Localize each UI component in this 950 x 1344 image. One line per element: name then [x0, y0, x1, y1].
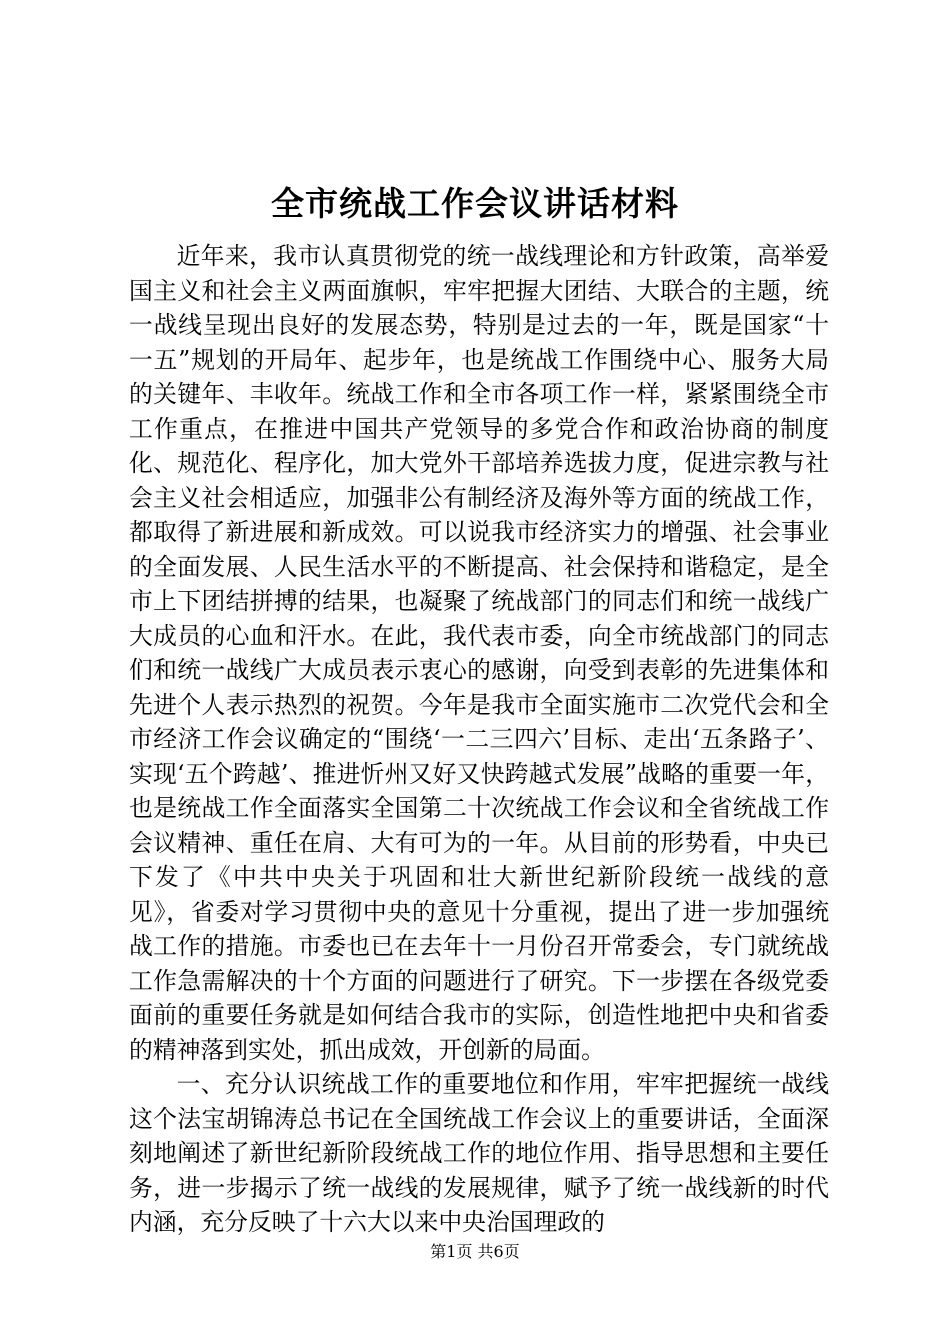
paragraph-section-one: 一、充分认识统战工作的重要地位和作用，牢牢把握统一战线这个法宝胡锦涛总书记在全国统战工作会议上的重要讲话，全面深刻地阐述了新世纪新阶段统战工作的地位作用、指导思想和主要任务，进一步揭示了统一战线的发展规律，赋予了统一战线新的时代内涵，充分反映了十六大以来中央治国理政的 — [129, 1070, 829, 1236]
page-number-footer: 第1页 共6页 — [430, 1242, 520, 1261]
paragraph-intro: 近年来，我市认真贯彻党的统一战线理论和方针政策，高举爱国主义和社会主义两面旗帜，牢牢把握大团结、大联合的主题，统一战线呈现出良好的发展态势，特别是过去的一年，既是国家“十一五”规划的开局年、起步年，也是统战工作围绕中心、服务大局的关键年、丰收年。统战工作和全市各项工作一样，紧紧围绕全市工作重点，在推进中国共产党领导的多党合作和政治协商的制度化、规范化、程序化，加大党外干部培养选拔力度，促进宗教与社会主义社会相适应，加强非公有制经济及海外等方面的统战工作，都取得了新进展和新成效。可以说我市经济实力的增强、社会事业的全面发展、人民生活水平的不断提高、社会保持和谐稳定，是全市上下团结拼搏的结果，也凝聚了统战部门的同志们和统一战线广大成员的心血和汗水。在此，我代表市委，向全市统战部门的同志们和统一战线广大成员表示衷心的感谢，向受到表彰的先进集体和先进个人表示热烈的祝贺。今年是我市全面实施市二次党代会和全市经济工作会议确定的“围绕‘一二三四六’目标、走出‘五条路子’、实现‘五个跨越’、推进忻州又好又快跨越式发展”战略的重要一年，也是统战工作全面落实全国第二十次统战工作会议和全省统战工作会议精神、重任在肩、大有可为的一年。从目前的形势看，中央已下发了《中共中央关于巩固和壮大新世纪新阶段统一战线的意见》，省委对学习贯彻中央的意见十分重视，提出了进一步加强统战工作的措施。市委也已在去年十一月份召开常委会，专门就统战工作急需解决的十个方面的问题进行了研究。下一步摆在各级党委面前的重要任务就是如何结合我市的实际，创造性地把中央和省委的精神落到实处，抓出成效，开创新的局面。 — [129, 242, 829, 1064]
document-title: 全市统战工作会议讲话材料 — [271, 184, 679, 223]
document-body — [129, 239, 829, 1240]
